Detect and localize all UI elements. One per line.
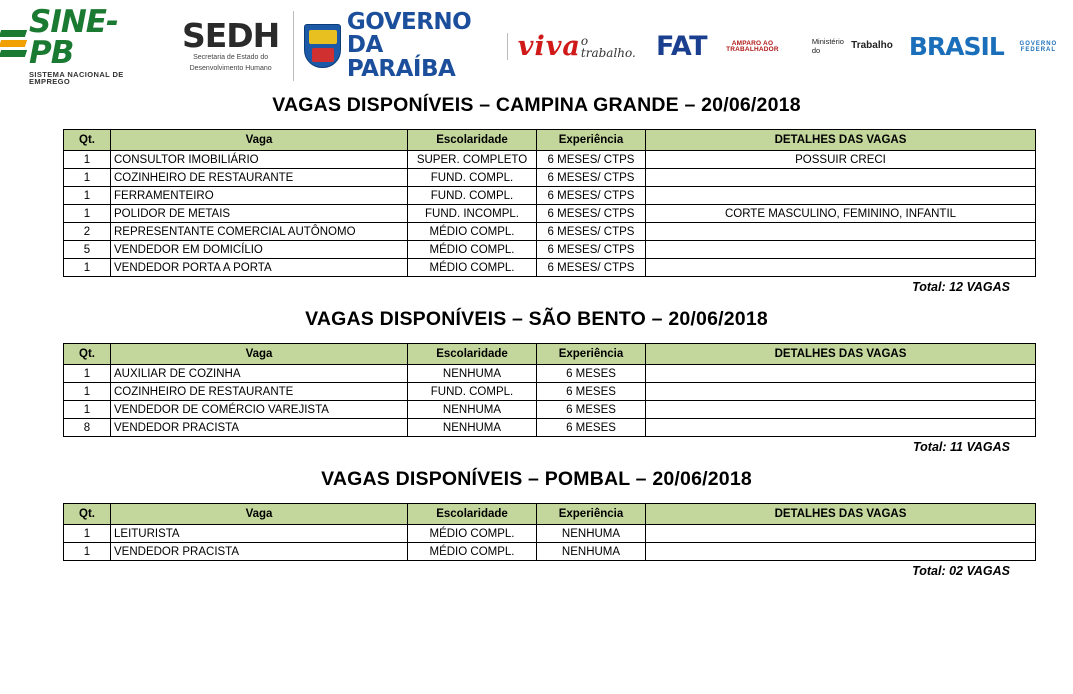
- cell-vaga: VENDEDOR PRACISTA: [111, 419, 408, 437]
- table-header-row: [64, 130, 1036, 151]
- cell-qt: 1: [64, 259, 111, 277]
- cell-vaga: REPRESENTANTE COMERCIAL AUTÔNOMO: [111, 223, 408, 241]
- table-row: [64, 401, 1036, 419]
- cell-escolaridade: NENHUMA: [408, 401, 537, 419]
- column-header-experiencia: Experiência: [537, 344, 646, 365]
- sine-pb-title: SINE-PB: [29, 3, 118, 71]
- cell-qt: 1: [64, 365, 111, 383]
- column-header-experiencia: Experiência: [537, 130, 646, 151]
- cell-experiencia: 6 MESES: [537, 383, 646, 401]
- cell-detalhes: [646, 401, 1036, 419]
- table-row: [64, 205, 1036, 223]
- sine-pb-subtitle: SISTEMA NACIONAL DE EMPREGO: [29, 69, 124, 86]
- section-title: VAGAS DISPONÍVEIS – CAMPINA GRANDE – 20/06/2018: [272, 94, 801, 116]
- column-header-vaga: Vaga: [111, 504, 408, 525]
- table-row: [64, 543, 1036, 561]
- vacancy-table-wrapper: [63, 503, 1010, 561]
- cell-escolaridade: MÉDIO COMPL.: [408, 241, 537, 259]
- vacancy-table-wrapper: [63, 343, 1010, 437]
- column-header-qt: Qt.: [64, 130, 111, 151]
- cell-escolaridade: MÉDIO COMPL.: [408, 525, 537, 543]
- column-header-qt: Qt.: [64, 344, 111, 365]
- table-row: [64, 151, 1036, 169]
- vacancy-table: [63, 503, 1036, 561]
- cell-detalhes: [646, 419, 1036, 437]
- sine-stripes-icon: [0, 26, 25, 66]
- table-header-row: [64, 504, 1036, 525]
- column-header-escolaridade: Escolaridade: [408, 344, 537, 365]
- sine-pb-logo: [0, 3, 162, 86]
- column-header-vaga: Vaga: [111, 130, 408, 151]
- section-title: VAGAS DISPONÍVEIS – SÃO BENTO – 20/06/2018: [305, 308, 768, 330]
- cell-escolaridade: MÉDIO COMPL.: [408, 223, 537, 241]
- viva-subtitle: o trabalho.: [580, 34, 636, 60]
- cell-qt: 5: [64, 241, 111, 259]
- brasil-text: BRASIL: [908, 31, 1004, 61]
- cell-vaga: LEITURISTA: [111, 525, 408, 543]
- cell-detalhes: [646, 223, 1036, 241]
- cell-experiencia: 6 MESES/ CTPS: [537, 169, 646, 187]
- ministerio-line2: Trabalho: [851, 40, 893, 51]
- cell-qt: 2: [64, 223, 111, 241]
- section-total: Total: 12 VAGAS: [912, 280, 1010, 294]
- sedh-logo: [181, 15, 280, 74]
- sedh-subtitle-line1: Secretaria de Estado do: [193, 53, 269, 61]
- column-header-detalhes: DETALHES DAS VAGAS: [646, 344, 1036, 365]
- cell-vaga: CONSULTOR IMOBILIÁRIO: [111, 151, 408, 169]
- vacancy-section: [0, 468, 1073, 578]
- sedh-title: SEDH: [181, 15, 280, 55]
- cell-detalhes: [646, 525, 1036, 543]
- cell-qt: 8: [64, 419, 111, 437]
- cell-escolaridade: MÉDIO COMPL.: [408, 543, 537, 561]
- cell-experiencia: 6 MESES/ CTPS: [537, 187, 646, 205]
- section-total: Total: 02 VAGAS: [912, 564, 1010, 578]
- cell-detalhes: [646, 187, 1036, 205]
- cell-escolaridade: NENHUMA: [408, 365, 537, 383]
- cell-experiencia: 6 MESES: [537, 419, 646, 437]
- ministerio-do-trabalho-logo: [812, 37, 895, 55]
- cell-qt: 1: [64, 151, 111, 169]
- governo-line2: DA PARAÍBA: [346, 32, 456, 82]
- cell-qt: 1: [64, 401, 111, 419]
- cell-escolaridade: FUND. COMPL.: [408, 169, 537, 187]
- cell-escolaridade: NENHUMA: [408, 419, 537, 437]
- logo-header: [0, 0, 1073, 86]
- governo-da-paraiba-logo: [293, 8, 492, 82]
- table-row: [64, 187, 1036, 205]
- cell-qt: 1: [64, 187, 111, 205]
- table-header-row: [64, 344, 1036, 365]
- cell-escolaridade: FUND. COMPL.: [408, 383, 537, 401]
- cell-detalhes: [646, 543, 1036, 561]
- table-row: [64, 365, 1036, 383]
- brasil-word: [908, 31, 1004, 61]
- cell-escolaridade: SUPER. COMPLETO: [408, 151, 537, 169]
- column-header-escolaridade: Escolaridade: [408, 130, 537, 151]
- cell-experiencia: 6 MESES/ CTPS: [537, 259, 646, 277]
- cell-detalhes: [646, 169, 1036, 187]
- cell-escolaridade: MÉDIO COMPL.: [408, 259, 537, 277]
- cell-detalhes: CORTE MASCULINO, FEMININO, INFANTIL: [646, 205, 1036, 223]
- cell-vaga: POLIDOR DE METAIS: [111, 205, 408, 223]
- fat-logo: [656, 30, 798, 62]
- fat-word: FAT: [656, 30, 708, 62]
- column-header-experiencia: Experiência: [537, 504, 646, 525]
- cell-qt: 1: [64, 205, 111, 223]
- vacancy-section: [0, 94, 1073, 294]
- table-row: [64, 259, 1036, 277]
- table-row: [64, 419, 1036, 437]
- viva-word: viva: [517, 30, 581, 62]
- section-total: Total: 11 VAGAS: [912, 440, 1010, 454]
- paraiba-coat-of-arms-icon: [304, 24, 341, 68]
- brasil-subtitle: GOVERNO FEDERAL: [1019, 41, 1058, 53]
- cell-experiencia: NENHUMA: [537, 525, 646, 543]
- governo-line1: GOVERNO: [346, 8, 472, 35]
- column-header-vaga: Vaga: [111, 344, 408, 365]
- cell-experiencia: 6 MESES/ CTPS: [537, 205, 646, 223]
- cell-vaga: COZINHEIRO DE RESTAURANTE: [111, 169, 408, 187]
- cell-vaga: VENDEDOR PRACISTA: [111, 543, 408, 561]
- cell-qt: 1: [64, 543, 111, 561]
- sections-container: [0, 94, 1073, 578]
- table-row: [64, 525, 1036, 543]
- table-row: [64, 383, 1036, 401]
- cell-vaga: VENDEDOR DE COMÉRCIO VAREJISTA: [111, 401, 408, 419]
- cell-experiencia: 6 MESES: [537, 401, 646, 419]
- column-header-qt: Qt.: [64, 504, 111, 525]
- cell-qt: 1: [64, 525, 111, 543]
- viva-o-trabalho-logo: [507, 30, 642, 62]
- table-row: [64, 223, 1036, 241]
- fat-subtitle: AMPARO AO TRABALHADOR: [726, 39, 779, 53]
- vacancy-table-wrapper: [63, 129, 1010, 277]
- ministerio-line1: Ministério do: [811, 37, 844, 55]
- cell-escolaridade: FUND. COMPL.: [408, 187, 537, 205]
- cell-detalhes: [646, 383, 1036, 401]
- cell-detalhes: [646, 259, 1036, 277]
- column-header-detalhes: DETALHES DAS VAGAS: [646, 504, 1036, 525]
- cell-vaga: FERRAMENTEIRO: [111, 187, 408, 205]
- column-header-escolaridade: Escolaridade: [408, 504, 537, 525]
- cell-experiencia: 6 MESES/ CTPS: [537, 151, 646, 169]
- column-header-detalhes: DETALHES DAS VAGAS: [646, 130, 1036, 151]
- cell-detalhes: [646, 241, 1036, 259]
- cell-vaga: AUXILIAR DE COZINHA: [111, 365, 408, 383]
- section-title: VAGAS DISPONÍVEIS – POMBAL – 20/06/2018: [321, 468, 752, 490]
- vacancy-table: [63, 129, 1036, 277]
- vacancy-table: [63, 343, 1036, 437]
- cell-qt: 1: [64, 383, 111, 401]
- cell-escolaridade: FUND. INCOMPL.: [408, 205, 537, 223]
- cell-detalhes: [646, 365, 1036, 383]
- cell-experiencia: 6 MESES: [537, 365, 646, 383]
- cell-experiencia: 6 MESES/ CTPS: [537, 241, 646, 259]
- sedh-subtitle-line2: Desenvolvimento Humano: [189, 64, 272, 72]
- table-row: [64, 169, 1036, 187]
- vacancy-section: [0, 308, 1073, 454]
- cell-vaga: VENDEDOR EM DOMICÍLIO: [111, 241, 408, 259]
- cell-experiencia: NENHUMA: [537, 543, 646, 561]
- cell-detalhes: POSSUIR CRECI: [646, 151, 1036, 169]
- table-row: [64, 241, 1036, 259]
- cell-vaga: VENDEDOR PORTA A PORTA: [111, 259, 408, 277]
- cell-experiencia: 6 MESES/ CTPS: [537, 223, 646, 241]
- cell-vaga: COZINHEIRO DE RESTAURANTE: [111, 383, 408, 401]
- cell-qt: 1: [64, 169, 111, 187]
- brasil-logo: [908, 31, 1073, 61]
